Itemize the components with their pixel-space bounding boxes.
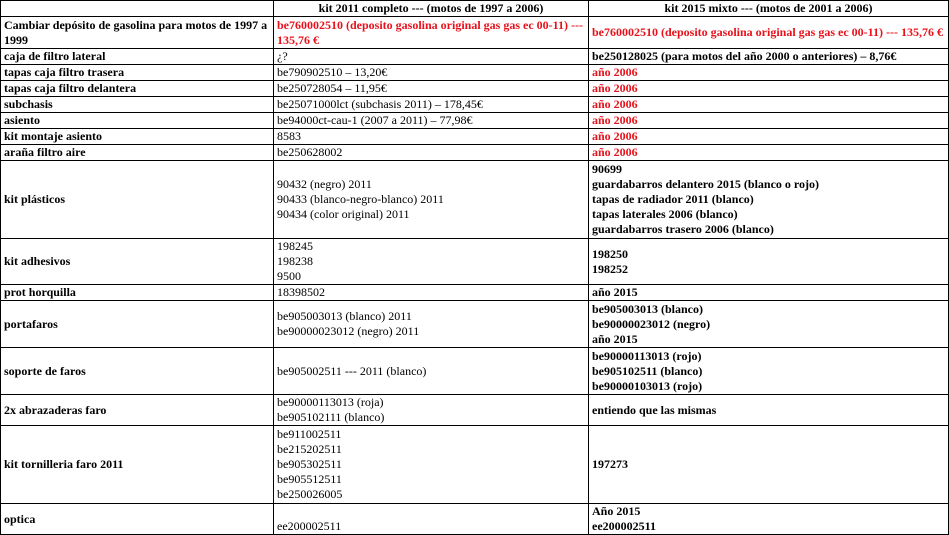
cell-line: año 2006: [592, 129, 638, 143]
cell-line: Año 2015: [592, 504, 641, 518]
cell-line: 197273: [592, 457, 628, 471]
kit-2015-cell: [589, 17, 949, 49]
cell-line: 198245: [277, 239, 313, 253]
cell-line: 90434 (color original) 2011: [277, 207, 410, 221]
kit-2011-cell: [274, 395, 589, 426]
header-kit-2015: kit 2015 mixto --- (motos de 2001 a 2006): [589, 1, 949, 17]
cell-line: entiendo que las mismas: [592, 402, 717, 417]
kit-2011-cell: [274, 239, 589, 285]
row-label: kit plásticos: [1, 161, 274, 239]
row-label: 2x abrazaderas faro: [1, 395, 274, 426]
table-row: [1, 145, 949, 161]
kit-2015-cell: [589, 239, 949, 285]
kit-2011-cell: [274, 113, 589, 129]
kit-2015-cell: [589, 161, 949, 239]
kit-2011-cell: [274, 145, 589, 161]
cell-line: tapas laterales 2006 (blanco): [592, 207, 738, 221]
row-label: tapas caja filtro trasera: [1, 65, 274, 81]
table-row: [1, 49, 949, 65]
table-row: [1, 17, 949, 49]
table-row: [1, 97, 949, 113]
cell-line: be760002510 (deposito gasolina original gas gas ec 00-11) --- 135,76 €: [592, 25, 943, 39]
cell-line: be905102111 (blanco): [277, 410, 385, 424]
table-row: [1, 81, 949, 97]
cell-line: be215202511: [277, 442, 342, 456]
cell-line: be905102511 (blanco): [592, 363, 703, 378]
kit-2015-cell: [589, 113, 949, 129]
table-row: [1, 301, 949, 348]
cell-line: guardabarros trasero 2006 (blanco): [592, 222, 774, 236]
cell-line: be90000113013 (rojo): [592, 348, 702, 363]
cell-line: guardabarros delantero 2015 (blanco o rojo): [592, 177, 819, 191]
kit-2015-cell: [589, 285, 949, 301]
cell-line: ee200002511: [277, 519, 342, 533]
cell-line: 198252: [592, 261, 628, 276]
cell-line: ¿?: [277, 49, 288, 63]
row-label: prot horquilla: [1, 285, 274, 301]
cell-line: be90000103013 (rojo): [592, 378, 703, 393]
table-row: [1, 113, 949, 129]
cell-line: be905002511 --- 2011 (blanco): [277, 363, 427, 378]
kit-2015-cell: [589, 395, 949, 426]
kit-2015-cell: [589, 426, 949, 504]
kit-2011-cell: [274, 348, 589, 395]
cell-line: be90000023012 (negro): [592, 316, 711, 331]
kit-2015-cell: [589, 129, 949, 145]
row-label: kit adhesivos: [1, 239, 274, 285]
table-row: [1, 65, 949, 81]
cell-line: ee200002511: [592, 519, 656, 533]
kit-2011-cell: [274, 49, 589, 65]
table-row: [1, 348, 949, 395]
table-row: [1, 426, 949, 504]
cell-line: año 2006: [592, 97, 638, 111]
header-row: [1, 1, 949, 17]
cell-line: be790902510 – 13,20€: [277, 65, 388, 79]
table-row: [1, 504, 949, 535]
cell-line: be905003013 (blanco): [592, 301, 703, 316]
row-label: asiento: [1, 113, 274, 129]
table-row: [1, 129, 949, 145]
kit-2015-cell: [589, 504, 949, 535]
row-label: optica: [1, 504, 274, 535]
cell-line: 18398502: [277, 285, 325, 299]
row-label: caja de filtro lateral: [1, 49, 274, 65]
cell-line: año 2006: [592, 65, 638, 79]
cell-line: [277, 504, 585, 519]
cell-line: be760002510 (deposito gasolina original gas gas ec 00-11) --- 135,76 €: [277, 17, 583, 47]
kit-2015-cell: [589, 145, 949, 161]
row-label: araña filtro aire: [1, 145, 274, 161]
cell-line: be905003013 (blanco) 2011: [277, 309, 412, 323]
cell-line: 198250: [592, 246, 628, 261]
kit-2015-cell: [589, 97, 949, 113]
kit-2015-cell: [589, 81, 949, 97]
cell-line: be90000023012 (negro) 2011: [277, 324, 420, 338]
kit-2011-cell: [274, 301, 589, 348]
cell-line: be250728054 – 11,95€: [277, 81, 387, 95]
header-empty-cell: [1, 1, 274, 17]
header-kit-2011: kit 2011 completo --- (motos de 1997 a 2006): [274, 1, 589, 17]
cell-line: be25071000lct (subchasis 2011) – 178,45€: [277, 97, 483, 111]
cell-line: año 2015: [592, 285, 638, 299]
row-label: tapas caja filtro delantera: [1, 81, 274, 97]
kit-2011-cell: [274, 285, 589, 301]
row-label: subchasis: [1, 97, 274, 113]
kit-2015-cell: [589, 49, 949, 65]
kit-2011-cell: [274, 426, 589, 504]
cell-line: 198238: [277, 254, 313, 268]
kit-2011-cell: [274, 81, 589, 97]
kit-2015-cell: [589, 65, 949, 81]
table-row: [1, 285, 949, 301]
row-label: kit montaje asiento: [1, 129, 274, 145]
cell-line: 90432 (negro) 2011: [277, 177, 372, 191]
cell-line: 9500: [277, 269, 301, 283]
cell-line: año 2006: [592, 81, 638, 95]
cell-line: 90433 (blanco-negro-blanco) 2011: [277, 192, 444, 206]
kit-2011-cell: [274, 65, 589, 81]
kit-2015-cell: [589, 301, 949, 348]
cell-line: be94000ct-cau-1 (2007 a 2011) – 77,98€: [277, 113, 473, 127]
cell-line: be250628002: [277, 145, 343, 159]
cell-line: año 2015: [592, 331, 638, 346]
cell-line: be250128025 (para motos del año 2000 o anteriores) – 8,76€: [592, 49, 897, 63]
kit-2011-cell: [274, 161, 589, 239]
kit-2011-cell: [274, 129, 589, 145]
cell-line: be905302511: [277, 457, 342, 471]
table-row: [1, 239, 949, 285]
cell-line: año 2006: [592, 113, 638, 127]
cell-line: be911002511: [277, 427, 342, 441]
kit-2015-cell: [589, 348, 949, 395]
cell-line: año 2006: [592, 145, 638, 159]
kit-2011-cell: [274, 504, 589, 535]
kit-2011-cell: [274, 97, 589, 113]
row-label: Cambiar depósito de gasolina para motos de 1997 a 1999: [1, 17, 274, 49]
kit-2011-cell: [274, 17, 589, 49]
row-label: soporte de faros: [1, 348, 274, 395]
cell-line: tapas de radiador 2011 (blanco): [592, 192, 754, 206]
row-label: portafaros: [1, 301, 274, 348]
cell-line: be90000113013 (roja): [277, 395, 384, 409]
row-label: kit tornilleria faro 2011: [1, 426, 274, 504]
cell-line: 90699: [592, 162, 622, 176]
table-row: [1, 395, 949, 426]
cell-line: 8583: [277, 129, 301, 143]
cell-line: be250026005: [277, 487, 343, 501]
table-row: [1, 161, 949, 239]
cell-line: be905512511: [277, 472, 342, 486]
